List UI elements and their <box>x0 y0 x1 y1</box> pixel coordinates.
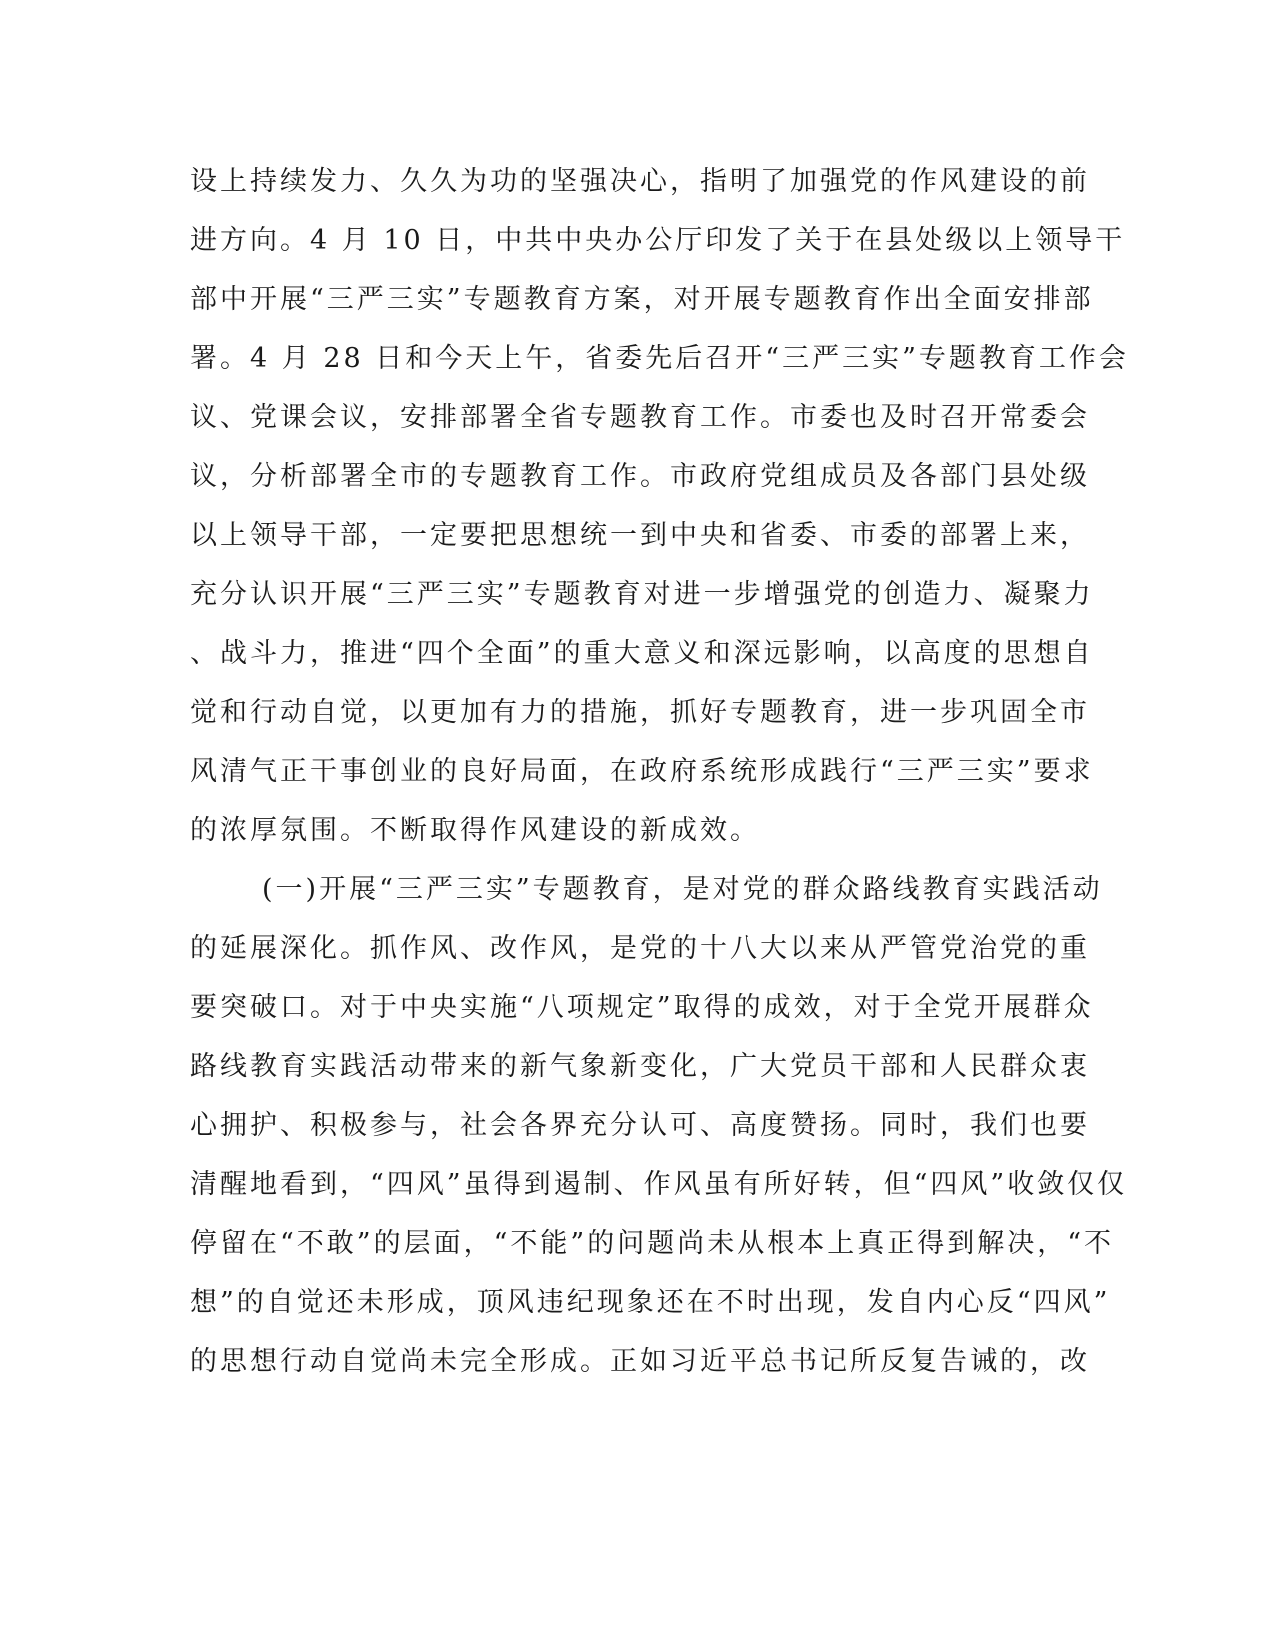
text-line: 觉和行动自觉，以更加有力的措施，抓好专题教育，进一步巩固全市 <box>190 697 1090 728</box>
paragraph-first-line: (一)开展“三严三实”专题教育，是对党的群众路线教育实践活动 <box>262 874 1103 905</box>
text-line: 心拥护、积极参与，社会各界充分认可、高度赞扬。同时，我们也要 <box>190 1110 1090 1141</box>
text-line: 想”的自觉还未形成，顶风违纪现象还在不时出现，发自内心反“四风” <box>190 1287 1111 1318</box>
text-line: 以上领导干部，一定要把思想统一到中央和省委、市委的部署上来， <box>190 520 1090 551</box>
text-line: 议，分析部署全市的专题教育工作。市政府党组成员及各部门县处级 <box>190 461 1090 492</box>
text-line: 、战斗力，推进“四个全面”的重大意义和深远影响，以高度的思想自 <box>190 638 1094 669</box>
text-line: 的延展深化。抓作风、改作风，是党的十八大以来从严管党治党的重 <box>190 933 1090 964</box>
text-line: 路线教育实践活动带来的新气象新变化，广大党员干部和人民群众衷 <box>190 1051 1090 1082</box>
text-line: 设上持续发力、久久为功的坚强决心，指明了加强党的作风建设的前 <box>190 166 1090 197</box>
text-line: 部中开展“三严三实”专题教育方案，对开展专题教育作出全面安排部 <box>190 284 1094 315</box>
text-line: 署。4 月 28 日和今天上午，省委先后召开“三严三实”专题教育工作会 <box>190 343 1129 374</box>
text-line: 停留在“不敢”的层面，“不能”的问题尚未从根本上真正得到解决，“不 <box>190 1228 1115 1259</box>
text-line: 充分认识开展“三严三实”专题教育对进一步增强党的创造力、凝聚力 <box>190 579 1094 610</box>
text-line: 的思想行动自觉尚未完全形成。正如习近平总书记所反复告诫的，改 <box>190 1346 1090 1377</box>
text-line: 议、党课会议，安排部署全省专题教育工作。市委也及时召开常委会 <box>190 402 1090 433</box>
text-line: 进方向。4 月 10 日，中共中央办公厅印发了关于在县处级以上领导干 <box>190 225 1126 256</box>
text-line: 要突破口。对于中央实施“八项规定”取得的成效，对于全党开展群众 <box>190 992 1094 1023</box>
text-line: 清醒地看到，“四风”虽得到遏制、作风虽有所好转，但“四风”收敛仅仅 <box>190 1169 1128 1200</box>
text-line: 风清气正干事创业的良好局面，在政府系统形成践行“三严三实”要求 <box>190 756 1094 787</box>
text-line: 的浓厚氛围。不断取得作风建设的新成效。 <box>190 815 760 846</box>
